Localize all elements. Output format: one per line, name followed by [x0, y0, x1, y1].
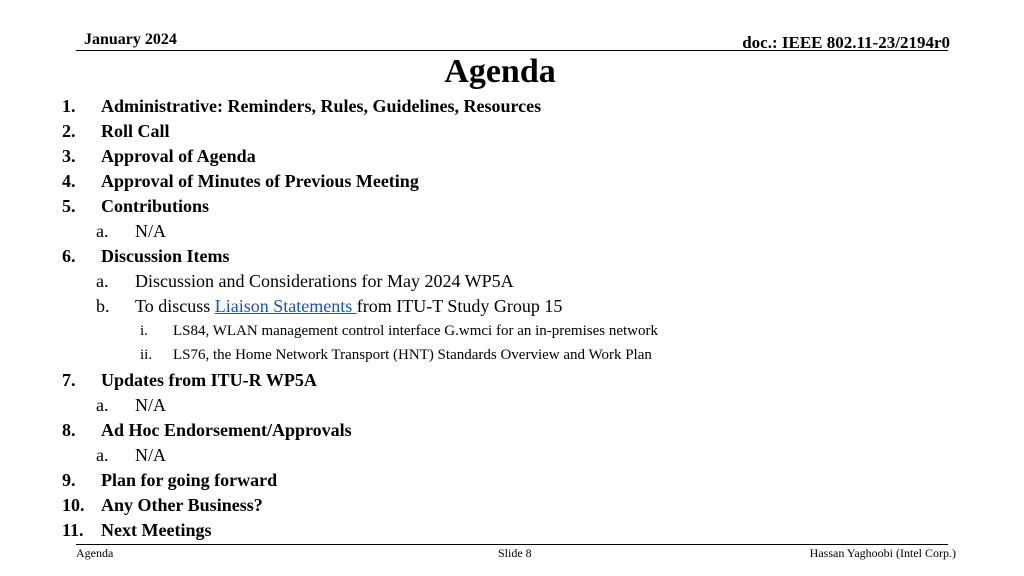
item-text: LS84, WLAN management control interface G.wmci for an in-premises network — [173, 323, 658, 339]
item-number: ii. — [140, 347, 153, 363]
item-number: 5. — [62, 196, 76, 216]
item-number: i. — [140, 323, 148, 339]
item-number: 4. — [62, 171, 76, 191]
header-date: January 2024 — [84, 31, 177, 48]
item-text: N/A — [135, 395, 166, 415]
agenda-item-11 — [62, 520, 211, 541]
agenda-item-1 — [62, 96, 541, 117]
item-text: N/A — [135, 221, 166, 241]
item-text-prefix: To discuss — [135, 296, 215, 316]
item-text: Discussion Items — [101, 246, 230, 266]
item-text: Any Other Business? — [101, 495, 263, 515]
agenda-item-8 — [62, 420, 352, 441]
item-number: 6. — [62, 246, 76, 266]
item-number: a. — [96, 445, 109, 465]
item-text: Roll Call — [101, 121, 170, 141]
item-number: 11. — [62, 520, 84, 540]
item-number: 10. — [62, 495, 85, 515]
item-text: Approval of Agenda — [101, 146, 256, 166]
item-text: LS76, the Home Network Transport (HNT) Standards Overview and Work Plan — [173, 347, 652, 363]
item-text: Approval of Minutes of Previous Meeting — [101, 171, 419, 191]
agenda-subitem-6a — [96, 271, 514, 292]
item-text: Updates from ITU-R WP5A — [101, 370, 317, 390]
item-text: N/A — [135, 445, 166, 465]
agenda-item-2 — [62, 121, 170, 142]
agenda-item-10 — [62, 495, 263, 516]
item-number: b. — [96, 296, 110, 316]
agenda-item-7 — [62, 370, 317, 391]
item-number: 3. — [62, 146, 76, 166]
agenda-subitem-6b-i — [140, 323, 658, 340]
agenda-item-4 — [62, 171, 419, 192]
item-number: 9. — [62, 470, 76, 490]
header-doc-id: doc.: IEEE 802.11-23/2194r0 — [742, 33, 950, 52]
footer-author: Hassan Yaghoobi (Intel Corp.) — [809, 546, 956, 560]
footer-left: Agenda — [76, 546, 114, 560]
slide-title: Agenda — [444, 53, 556, 90]
item-number: 7. — [62, 370, 76, 390]
item-text: Administrative: Reminders, Rules, Guidelines, Resources — [101, 96, 542, 116]
agenda-subitem-5a — [96, 221, 166, 242]
item-text: Contributions — [101, 196, 210, 216]
item-number: 1. — [62, 96, 76, 116]
item-number: a. — [96, 271, 109, 291]
agenda-item-6 — [62, 246, 230, 267]
agenda-item-9 — [62, 470, 277, 491]
item-text: Ad Hoc Endorsement/Approvals — [101, 420, 352, 440]
item-text-suffix: from ITU-T Study Group 15 — [356, 296, 563, 316]
agenda-item-3 — [62, 146, 256, 167]
item-number: 2. — [62, 121, 76, 141]
agenda-subitem-6b — [96, 296, 562, 317]
item-number: a. — [96, 395, 109, 415]
item-number: a. — [96, 221, 109, 241]
agenda-item-5 — [62, 196, 209, 217]
item-text: Discussion and Considerations for May 2024 WP5A — [135, 271, 514, 291]
agenda-subitem-8a — [96, 445, 166, 466]
footer-divider — [76, 544, 948, 545]
item-text: Next Meetings — [101, 520, 212, 540]
footer-slide-number: Slide 8 — [498, 546, 532, 560]
item-number: 8. — [62, 420, 76, 440]
liaison-statements-link[interactable]: Liaison Statements — [214, 296, 357, 316]
item-text: Plan for going forward — [101, 470, 278, 490]
agenda-subitem-7a — [96, 395, 166, 416]
agenda-subitem-6b-ii — [140, 347, 652, 364]
